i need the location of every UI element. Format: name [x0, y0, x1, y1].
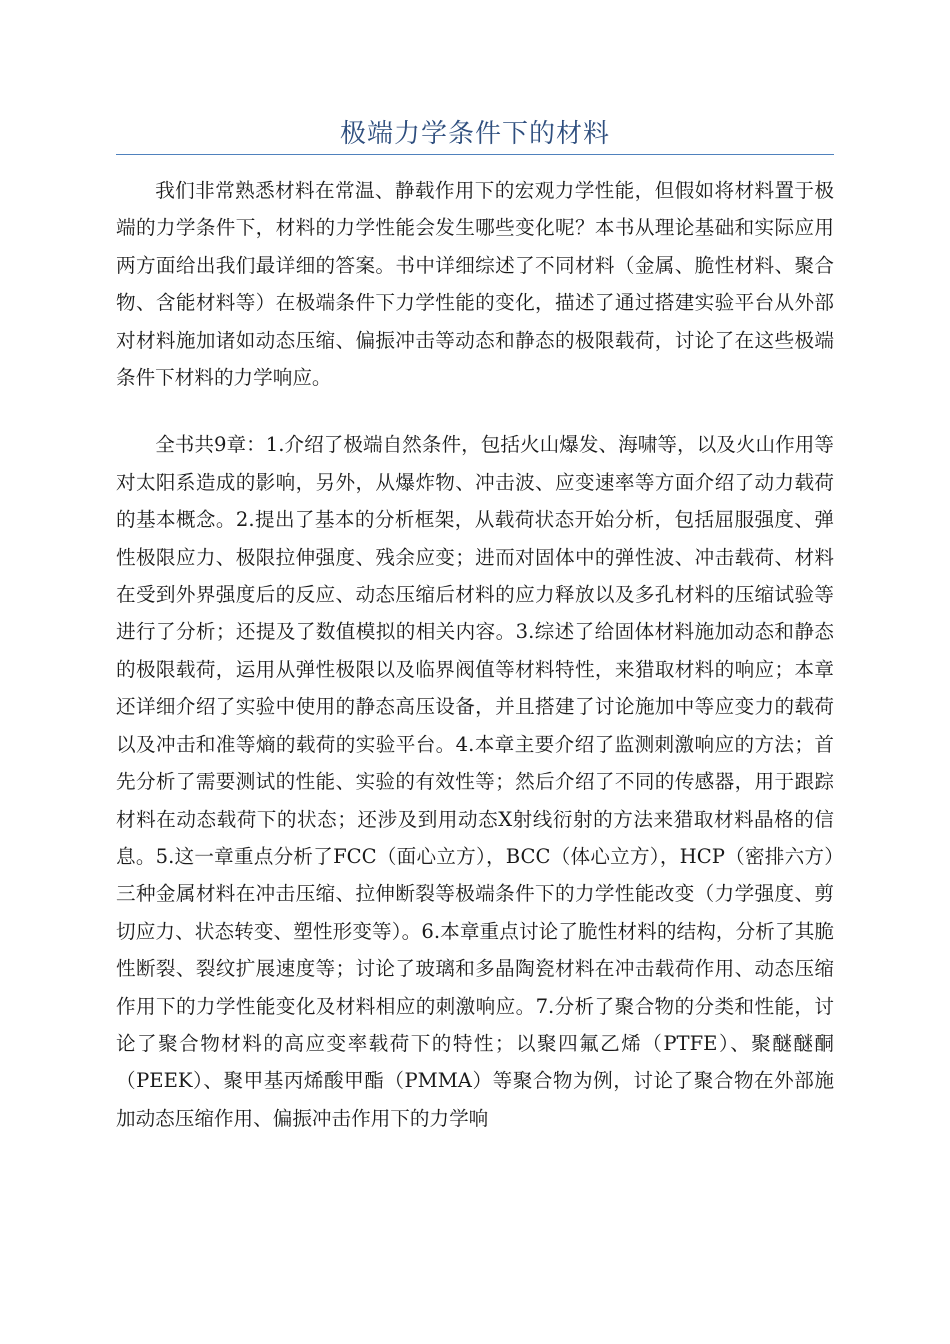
paragraph-intro: 我们非常熟悉材料在常温、静载作用下的宏观力学性能，但假如将材料置于极端的力学条件下，材料的力学性能会发生哪些变化呢？本书从理论基础和实际应用两方面给出我们最详细的答案。书中详细综述了不同材料（金属、脆性材料、聚合物、含能材料等）在极端条件下力学性能的变化，描述了通过搭建实验平台从外部对材料施加诸如动态压缩、偏振冲击等动态和静态的极限载荷，讨论了在这些极端条件下材料的力学响应。	[116, 179, 834, 390]
paragraph-chapters: 全书共9章：1.介绍了极端自然条件，包括火山爆发、海啸等，以及火山作用等对太阳系造成的影响，另外，从爆炸物、冲击波、应变速率等方面介绍了动力载荷的基本概念。2.提出了基本的分析框架，从载荷状态开始分析，包括屈服强度、弹性极限应力、极限拉伸强度、残余应变；进而对固体中的弹性波、冲击载荷、材料在受到外界强度后的反应、动态压缩后材料的应力释放以及多孔材料的压缩试验等进行了分析；还提及了数值模拟的相关内容。3.综述了给固体材料施加动态和静态的极限载荷，运用从弹性极限以及临界阀值等材料特性，来猎取材料的响应；本章还详细介绍了实验中使用的静态高压设备，并且搭建了讨论施加中等应变力的载荷以及冲击和准等熵的载荷的实验平台。4.本章主要介绍了监测刺激响应的方法；首先分析了需要测试的性能、实验的有效性等；然后介绍了不同的传感器，用于跟踪材料在动态载荷下的状态；还涉及到用动态X射线衍射的方法来猎取材料晶格的信息。5.这一章重点分析了FCC（面心立方），BCC（体心立方），HCP（密排六方）三种金属材料在冲击压缩、拉伸断裂等极端条件下的力学性能改变（力学强度、剪切应力、状态转变、塑性形变等）。6.本章重点讨论了脆性材料的结构，分析了其脆性断裂、裂纹扩展速度等；讨论了玻璃和多晶陶瓷材料在冲击载荷作用、动态压缩作用下的力学性能变化及材料相应的刺激响应。7.分析了聚合物的分类和性能，讨论了聚合物材料的高应变率载荷下的特性；以聚四氟乙烯（PTFE）、聚醚醚酮（PEEK）、聚甲基丙烯酸甲酯（PMMA）等聚合物为例，讨论了聚合物在外部施加动态压缩作用、偏振冲击作用下的力学响	[116, 433, 834, 1130]
document-body	[116, 172, 834, 1137]
document-title: 极端力学条件下的材料	[339, 119, 610, 149]
title-underline	[116, 154, 834, 155]
